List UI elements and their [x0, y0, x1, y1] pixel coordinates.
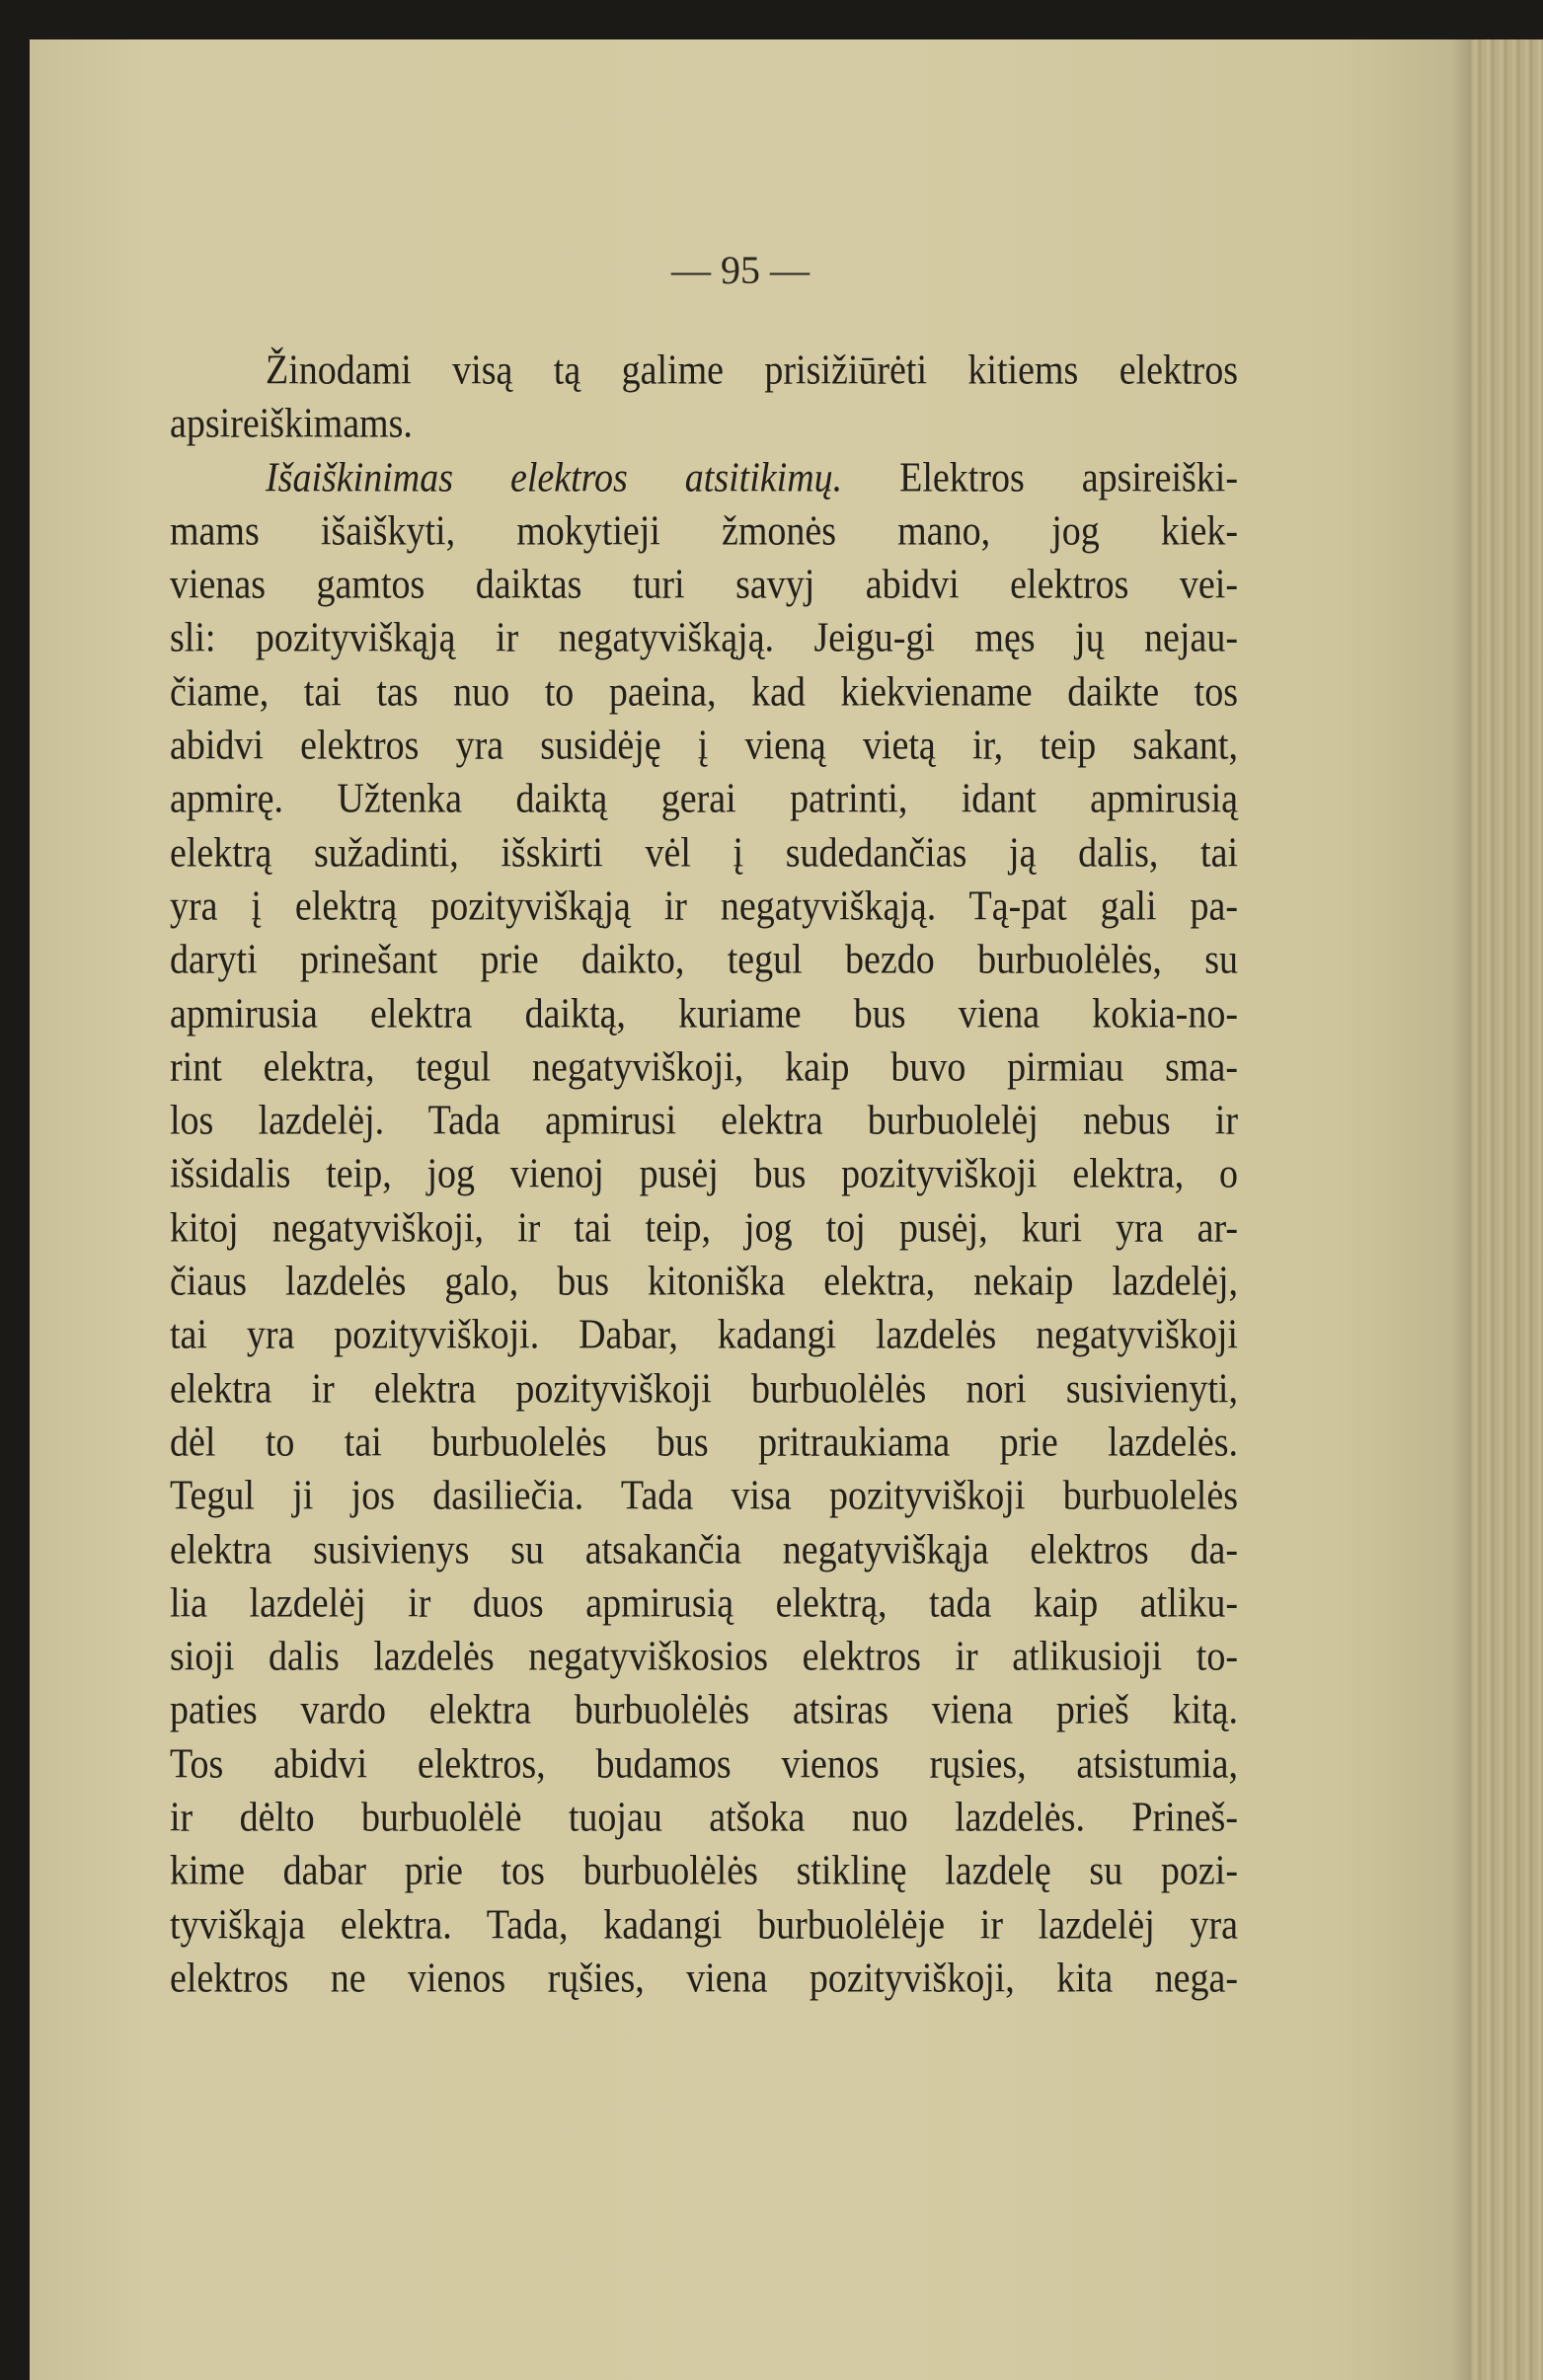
- text-line: Tos abidvi elektros, budamos vienos rųsies, atsistumia,: [170, 1740, 1238, 1788]
- text-line: lia lazdelėj ir duos apmirusią elektrą, tada kaip atliku-: [170, 1579, 1238, 1627]
- page-number: — 95 —: [671, 248, 810, 292]
- page-body-text: [170, 344, 1238, 2005]
- text-line: čiame, tai tas nuo to paeina, kad kiekviename daikte tos: [170, 668, 1238, 716]
- paragraph-lines: [170, 504, 1238, 2005]
- text-line: išsidalis teip, jog vienoj pusėj bus pozityviškoji elektra, o: [170, 1150, 1238, 1197]
- text-line: daryti prinešant prie daikto, tegul bezdo burbuolėlės, su: [170, 936, 1238, 983]
- text-line: kime dabar prie tos burbuolėlės stiklinę lazdelę su pozi-: [170, 1847, 1238, 1894]
- text-line: sli: pozityviškąją ir negatyviškąją. Jeigu-gi męs jų nejau-: [170, 614, 1238, 661]
- text-line: dėl to tai burbuolelės bus pritraukiama prie lazdelės.: [170, 1419, 1238, 1466]
- text-line: vienas gamtos daiktas turi savyj abidvi elektros vei-: [170, 561, 1238, 608]
- text-line: apmirę. Užtenka daiktą gerai patrinti, idant apmirusią: [170, 775, 1238, 822]
- text-line: Tegul ji jos dasiliečia. Tada visa pozityviškoji burbuolelės: [170, 1472, 1238, 1519]
- text-line: rint elektra, tegul negatyviškoji, kaip buvo pirmiau sma-: [170, 1043, 1238, 1091]
- text-line: mams išaiškyti, mokytieji žmonės mano, jog kiek-: [170, 507, 1238, 555]
- text-line: paties vardo elektra burbuolėlės atsiras viena prieš kitą.: [170, 1686, 1238, 1733]
- text-line: sioji dalis lazdelės negatyviškosios elektros ir atlikusioji to-: [170, 1633, 1238, 1680]
- text-line: elektros ne vienos rųšies, viena pozityviškoji, kita nega-: [170, 1955, 1238, 2002]
- text-line: tai yra pozityviškoji. Dabar, kadangi lazdelės negatyviškoji: [170, 1311, 1238, 1358]
- text-line: kitoj negatyviškoji, ir tai teip, jog toj pusėj, kuri yra ar-: [170, 1204, 1238, 1252]
- text-line: apmirusia elektra daiktą, kuriame bus viena kokia-no-: [170, 990, 1238, 1037]
- text-line: los lazdelėj. Tada apmirusi elektra burbuolelėj nebus ir: [170, 1097, 1238, 1144]
- text-line: elektra ir elektra pozityviškoji burbuolėlės nori susivienyti,: [170, 1365, 1238, 1413]
- text-line: apsireiškimams.: [170, 400, 413, 447]
- text-line: [170, 447, 1238, 507]
- text-line: yra į elektrą pozityviškąją ir negatyviškąją. Tą-pat gali pa-: [170, 883, 1238, 930]
- text-line: čiaus lazdelės galo, bus kitoniška elektra, nekaip lazdelėj,: [170, 1258, 1238, 1305]
- text-line: elektra susivienys su atsakančia negatyviškąja elektros da-: [170, 1525, 1238, 1574]
- text-line: elektrą sužadinti, išskirti vėl į sudedančias ją dalis, tai: [170, 829, 1238, 877]
- text-line: abidvi elektros yra susidėję į vieną vietą ir, teip sakant,: [170, 722, 1238, 769]
- section-heading-italic: Išaiškinimas elektros atsitikimų.: [266, 454, 843, 501]
- text-fragment: Elektros apsireiški-: [899, 454, 1238, 501]
- text-line: tyviškąja elektra. Tada, kadangi burbuolėlėje ir lazdelėj yra: [170, 1901, 1238, 1949]
- page-stack-edge: [1471, 39, 1543, 2380]
- text-line: ir dėlto burbuolėlė tuojau atšoka nuo lazdelės. Prineš-: [170, 1794, 1238, 1841]
- text-line: Žinodami visą tą galime prisižiūrėti kitiems elektros: [266, 346, 1238, 394]
